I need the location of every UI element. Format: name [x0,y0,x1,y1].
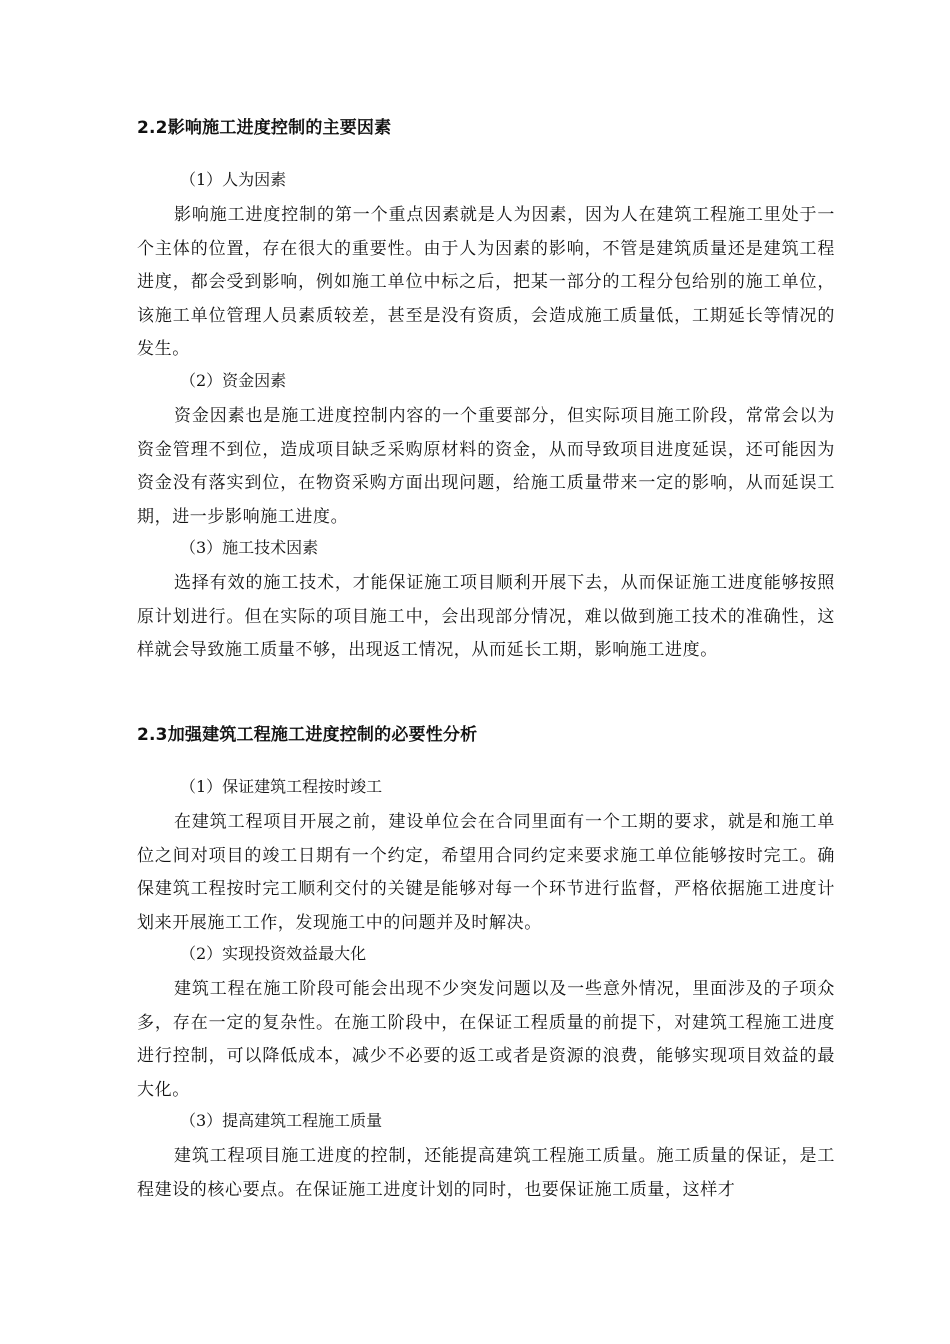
subheading-construction-quality: （3）提高建筑工程施工质量 [180,1111,383,1130]
paragraph-construction-quality: 建筑工程项目施工进度的控制，还能提高建筑工程施工质量。施工质量的保证，是工程建设的核心要点。在保证施工进度计划的同时，也要保证施工质量，这样才 [137,1146,835,1200]
subheading-technology-factors: （3）施工技术因素 [180,538,319,557]
section-heading-2-2: 2.2影响施工进度控制的主要因素 [137,118,392,138]
subheading-investment-benefit: （2）实现投资效益最大化 [180,944,367,963]
subheading-on-time-completion: （1）保证建筑工程按时竣工 [180,777,383,796]
paragraph-technology-factors: 选择有效的施工技术，才能保证施工项目顺利开展下去，从而保证施工进度能够按照原计划进行。但在实际的项目施工中，会出现部分情况，难以做到施工技术的准确性，这样就会导致施工质量不够，出现返工情况，从而延长工期，影响施工进度。 [137,573,835,660]
paragraph-funding-factors: 资金因素也是施工进度控制内容的一个重要部分，但实际项目施工阶段，常常会以为资金管理不到位，造成项目缺乏采购原材料的资金，从而导致项目进度延误，还可能因为资金没有落实到位，在物资采购方面出现问题，给施工质量带来一定的影响，从而延误工期，进一步影响施工进度。 [137,406,835,527]
paragraph-investment-benefit: 建筑工程在施工阶段可能会出现不少突发问题以及一些意外情况，里面涉及的子项众多，存在一定的复杂性。在施工阶段中，在保证工程质量的前提下，对建筑工程施工进度进行控制，可以降低成本，减少不必要的返工或者是资源的浪费，能够实现项目效益的最大化。 [137,979,835,1100]
paragraph-human-factors: 影响施工进度控制的第一个重点因素就是人为因素，因为人在建筑工程施工里处于一个主体的位置，存在很大的重要性。由于人为因素的影响，不管是建筑质量还是建筑工程进度，都会受到影响，例如施工单位中标之后，把某一部分的工程分包给别的施工单位，该施工单位管理人员素质较差，甚至是没有资质，会造成施工质量低，工期延长等情况的发生。 [137,205,835,359]
paragraph-on-time-completion: 在建筑工程项目开展之前，建设单位会在合同里面有一个工期的要求，就是和施工单位之间对项目的竣工日期有一个约定，希望用合同约定来要求施工单位能够按时完工。确保建筑工程按时完工顺利交付的关键是能够对每一个环节进行监督，严格依据施工进度计划来开展施工工作，发现施工中的问题并及时解决。 [137,812,835,933]
section-heading-2-3: 2.3加强建筑工程施工进度控制的必要性分析 [137,725,478,745]
subheading-funding-factors: （2）资金因素 [180,371,287,390]
subheading-human-factors: （1）人为因素 [180,170,287,189]
